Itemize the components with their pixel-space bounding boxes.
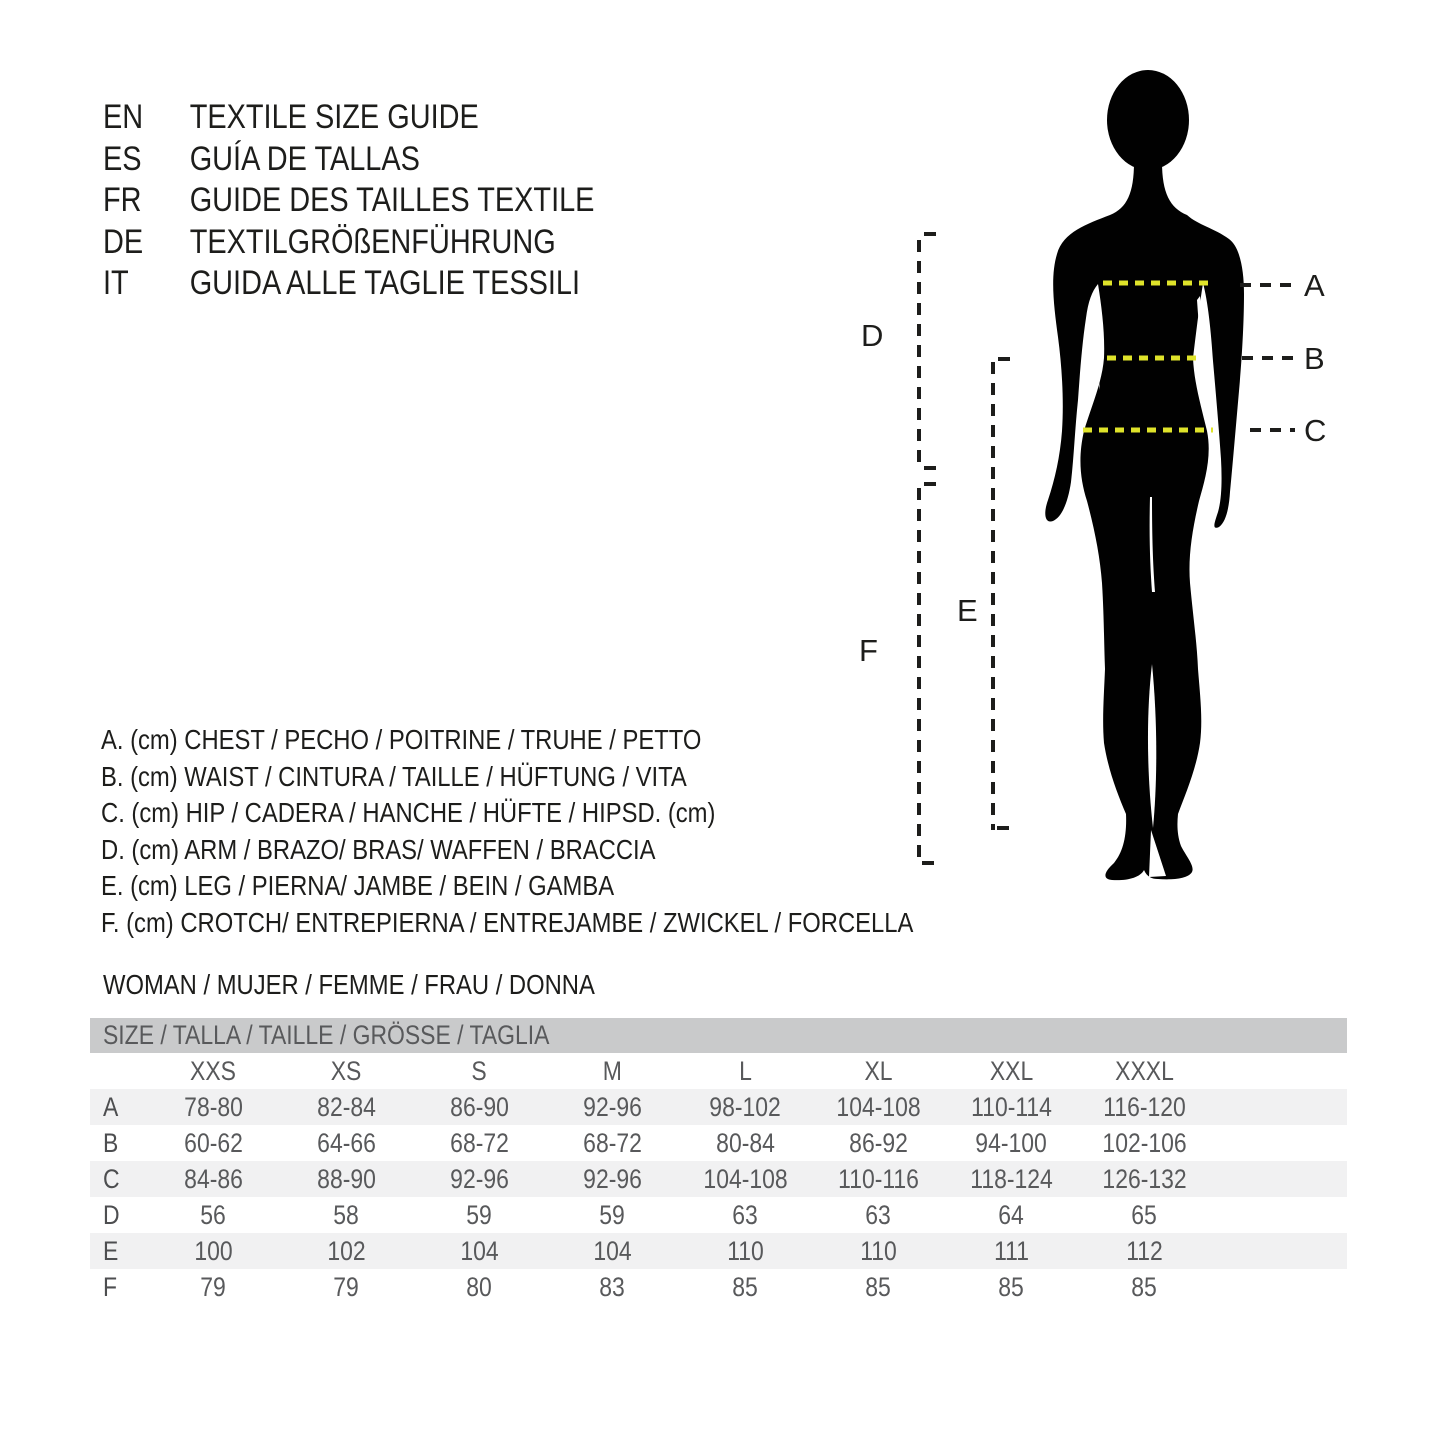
table-cell: 110 (727, 1235, 764, 1266)
language-code: EN (103, 98, 144, 136)
table-cell: 104-108 (836, 1091, 921, 1122)
language-code: ES (103, 139, 142, 178)
table-cell: 56 (200, 1199, 227, 1230)
table-row-arm (90, 1197, 1347, 1233)
table-cell: 68-72 (450, 1127, 509, 1158)
column-header: XXS (190, 1055, 237, 1086)
table-cell: 92-96 (450, 1163, 509, 1194)
language-title: GUIDE DES TAILLES TEXTILE (189, 181, 595, 219)
row-label: A (103, 1091, 119, 1122)
table-cell: 104-108 (703, 1163, 788, 1194)
language-title: GUÍA DE TALLAS (189, 139, 420, 178)
table-cell: 80 (466, 1271, 493, 1302)
waist-label: B (1304, 341, 1325, 376)
row-label: E (103, 1235, 119, 1266)
row-label: F (103, 1271, 118, 1302)
table-cell: 88-90 (317, 1163, 376, 1194)
table-cell: 65 (1131, 1199, 1158, 1230)
crotch-label: F (859, 633, 878, 668)
row-label: D (103, 1199, 120, 1230)
language-row (103, 139, 594, 181)
table-cell: 64 (998, 1199, 1025, 1230)
column-header: XS (331, 1055, 362, 1086)
table-cell: 110-116 (838, 1163, 919, 1194)
table-cell: 110 (860, 1235, 897, 1266)
column-header: L (739, 1055, 752, 1086)
table-cell: 102 (327, 1235, 366, 1266)
column-header: XXL (989, 1055, 1034, 1086)
table-cell: 85 (1131, 1271, 1158, 1302)
table-cell: 80-84 (716, 1127, 775, 1158)
legend-item-arm: D. (cm) ARM / BRAZO/ BRAS/ WAFFEN / BRACCIA (101, 833, 656, 865)
table-cell: 79 (200, 1271, 227, 1302)
table-row-crotch (90, 1269, 1347, 1305)
chest-label: A (1304, 268, 1325, 303)
table-cell: 100 (194, 1235, 233, 1266)
table-cell: 112 (1126, 1235, 1163, 1266)
arm-gap-left (1093, 296, 1100, 390)
table-cell: 64-66 (317, 1127, 376, 1158)
language-row (103, 180, 594, 222)
size-columns-row (90, 1053, 1347, 1089)
table-cell: 63 (865, 1199, 892, 1230)
column-header: S (471, 1055, 488, 1086)
column-header: XXXL (1115, 1055, 1174, 1086)
language-title: TEXTILE SIZE GUIDE (189, 98, 479, 136)
table-cell: 85 (732, 1271, 759, 1302)
table-cell: 110-114 (971, 1091, 1052, 1122)
size-table-header-bar (90, 1018, 1347, 1053)
size-table-header-text: SIZE / TALLA / TAILLE / GRÖSSE / TAGLIA (103, 1020, 550, 1050)
language-code: FR (103, 181, 142, 219)
table-cell: 58 (333, 1199, 360, 1230)
table-row-leg (90, 1233, 1347, 1269)
table-cell: 59 (466, 1199, 493, 1230)
language-row (103, 222, 594, 264)
legend-item-hip: C. (cm) HIP / CADERA / HANCHE / HÜFTE / HIPSD. (cm) (101, 797, 716, 828)
category-title-text: WOMAN / MUJER / FEMME / FRAU / DONNA (103, 969, 595, 1000)
table-cell: 116-120 (1103, 1091, 1186, 1122)
woman-silhouette-head (1107, 70, 1189, 170)
table-cell: 86-92 (849, 1127, 908, 1158)
table-cell: 79 (333, 1271, 360, 1302)
language-title: GUIDA ALLE TAGLIE TESSILI (189, 264, 581, 302)
legend-item-chest: A. (cm) CHEST / PECHO / POITRINE / TRUHE / PETTO (101, 724, 702, 755)
table-cell: 59 (599, 1199, 626, 1230)
row-label: B (103, 1127, 119, 1158)
table-cell: 60-62 (184, 1127, 243, 1158)
table-cell: 98-102 (709, 1091, 782, 1122)
table-cell: 83 (599, 1271, 626, 1302)
measurement-figure (840, 55, 1370, 920)
language-code: DE (103, 222, 144, 261)
language-row (103, 97, 594, 139)
leg-label: E (957, 593, 978, 628)
table-cell: 86-90 (450, 1091, 509, 1122)
table-cell: 92-96 (583, 1091, 642, 1122)
table-row-chest (90, 1089, 1347, 1125)
column-header: M (602, 1055, 623, 1086)
table-row-waist (90, 1125, 1347, 1161)
table-cell: 78-80 (184, 1091, 243, 1122)
language-title: TEXTILGRÖßENFÜHRUNG (189, 222, 556, 261)
legend-item-waist: B. (cm) WAIST / CINTURA / TAILLE / HÜFTUNG / VITA (101, 760, 687, 792)
table-cell: 102-106 (1102, 1127, 1187, 1158)
language-title-block (103, 97, 681, 305)
arm-label: D (861, 318, 884, 353)
table-cell: 63 (732, 1199, 759, 1230)
table-cell: 126-132 (1102, 1163, 1187, 1194)
table-cell: 118-124 (970, 1163, 1053, 1194)
table-cell: 68-72 (583, 1127, 642, 1158)
hip-label: C (1304, 413, 1327, 448)
legend-item-crotch: F. (cm) CROTCH/ ENTREPIERNA / ENTREJAMBE / ZWICKEL / FORCELLA (101, 906, 914, 938)
table-row-hip (90, 1161, 1347, 1197)
table-cell: 84-86 (184, 1163, 243, 1194)
row-label: C (103, 1163, 120, 1194)
table-cell: 104 (460, 1235, 499, 1266)
size-table (90, 1018, 1347, 1305)
language-code: IT (103, 264, 129, 302)
legend-item-leg: E. (cm) LEG / PIERNA/ JAMBE / BEIN / GAMBA (101, 870, 615, 901)
table-cell: 104 (593, 1235, 632, 1266)
category-title (103, 969, 682, 1001)
table-cell: 92-96 (583, 1163, 642, 1194)
table-cell: 94-100 (975, 1127, 1048, 1158)
column-header: XL (864, 1055, 893, 1086)
table-cell: 111 (994, 1235, 1029, 1266)
woman-silhouette (1045, 162, 1244, 880)
language-row (103, 263, 594, 305)
table-cell: 85 (998, 1271, 1025, 1302)
table-cell: 82-84 (317, 1091, 376, 1122)
table-cell: 85 (865, 1271, 892, 1302)
